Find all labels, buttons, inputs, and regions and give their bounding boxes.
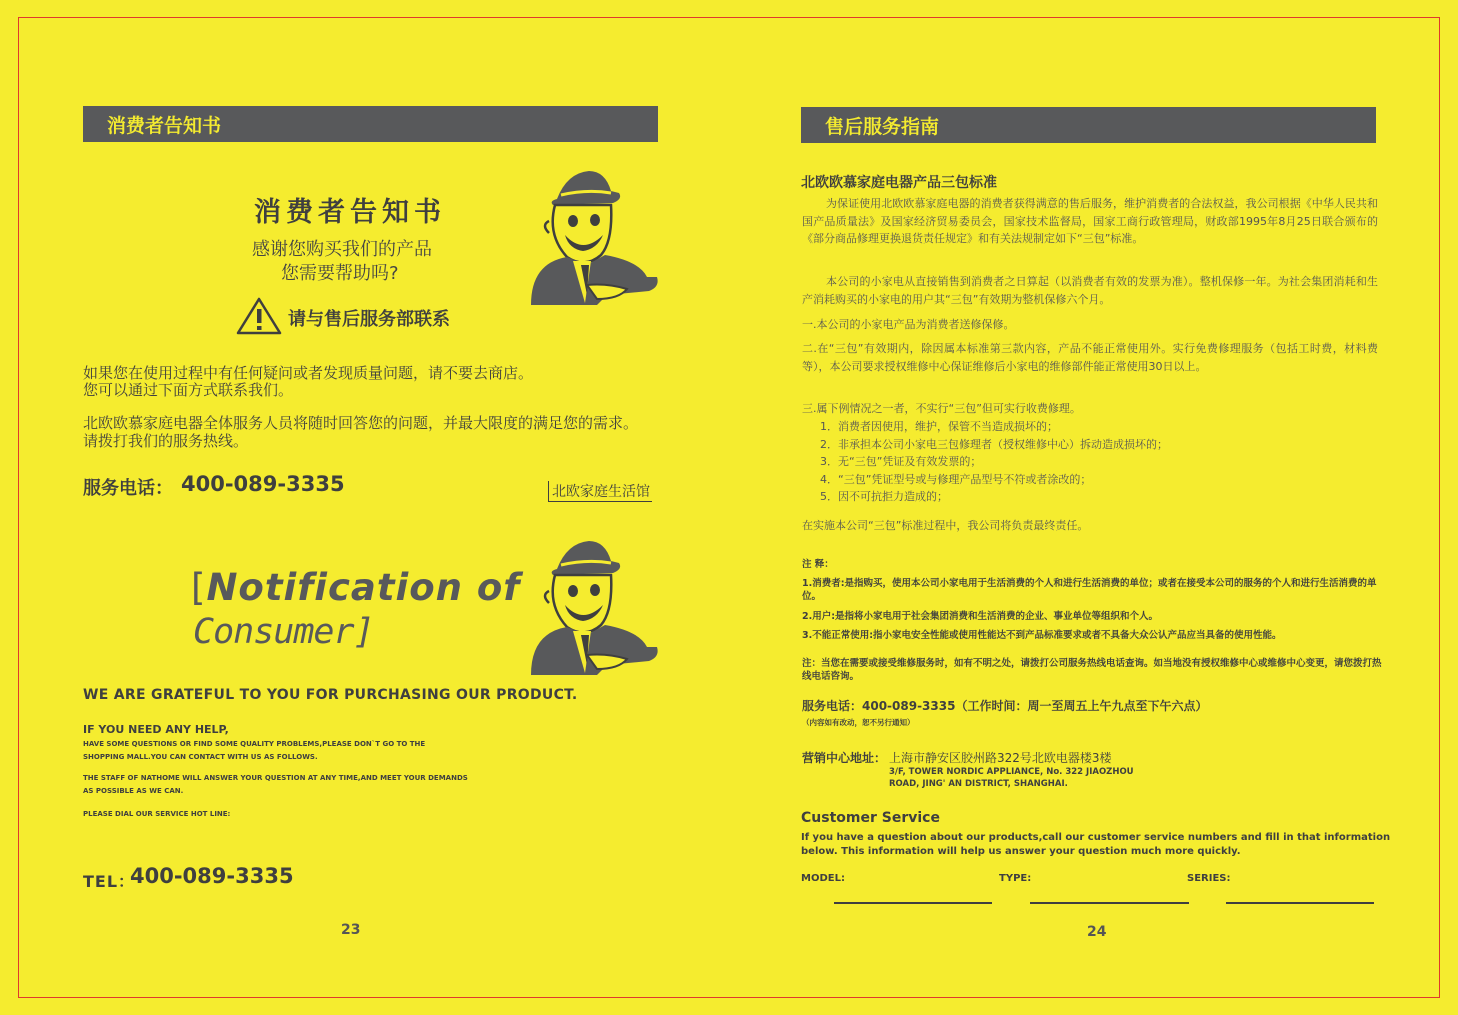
type-field[interactable] [1030, 902, 1189, 904]
list-item: 5．因不可抗拒力造成的； [820, 490, 948, 503]
series-field[interactable] [1226, 902, 1374, 904]
tel-number: 400-089-3335 [130, 864, 294, 888]
right-page [729, 0, 1458, 1015]
service-disclaimer: （内容如有改动，恕不另行通知） [802, 718, 915, 727]
right-header-title: 售后服务指南 [825, 115, 940, 138]
help-text-en: PLEASE DIAL OUR SERVICE HOT LINE: [83, 810, 231, 818]
help-title-en: IF YOU NEED ANY HELP, [83, 723, 229, 736]
help-paragraph-line: 如果您在使用过程中有任何疑问或者发现质量问题，请不要去商店。 [83, 364, 534, 382]
help-text-en: THE STAFF OF NATHOME WILL ANSWER YOUR QUESTION AT ANY TIME,AND MEET YOUR DEMANDS [83, 774, 468, 782]
list-item: 1．消费者因使用，维护，保管不当造成损坏的； [820, 420, 1058, 433]
list-item: 2．非承担本公司小家电三包修理者（授权维修中心）拆动造成损坏的； [820, 437, 1168, 451]
warranty-clause: 一.本公司的小家电产品为消费者送修保修。 [802, 318, 1015, 331]
note-item: 3.不能正常使用:指小家电安全性能或使用性能达不到产品标准要求或者不具备大众公认产品应当具备的使用性能。 [802, 630, 1282, 641]
service-phone-number: 400-089-3335 [181, 472, 345, 496]
notice-title: 消费者告知书 [254, 197, 446, 228]
address-label: 营销中心地址： [802, 751, 887, 765]
staff-paragraph-line: 北欧欧慕家庭电器全体服务人员将随时回答您的问题，并最大限度的满足您的需求。 [83, 414, 639, 432]
mascot-illustration [527, 535, 660, 678]
right-header-bar [801, 107, 1376, 143]
model-field[interactable] [834, 902, 992, 904]
help-paragraph-line: 您可以通过下面方式联系我们。 [83, 381, 294, 399]
warranty-clause: 二.在“三包”有效期内，除因属本标准第三款内容，产品不能正常使用外。实行免费修理服务（包括工时费，材料费等），本公司要求授权维修中心保证维修后小家电的维修部件能正常使用30日以上。 [802, 342, 1378, 373]
grateful-heading: WE ARE GRATEFUL TO YOU FOR PURCHASING OUR PRODUCT. [83, 687, 578, 703]
warranty-closing: 在实施本公司“三包”标准过程中，我公司将负责最终责任。 [802, 519, 1089, 532]
note-item: 注：当您在需要或接受维修服务时，如有不明之处，请拨打公司服务热线电话查询。如当地没有授权维修中心或维修中心变更，请您拨打热线电话咨询。 [802, 658, 1382, 682]
address-en: ROAD, JING' AN DISTRICT, SHANGHAI. [889, 779, 1068, 789]
customer-service-text: below. This information will help us answer your question much more quickly. [801, 846, 1241, 857]
warranty-paragraph: 为保证使用北欧欧慕家庭电器的消费者获得满意的售后服务，维护消费者的合法权益，我公司根据《中华人民共和国产品质量法》及国家经济贸易委员会，国家技术监督局，国家工商行政管理局，财政部1995年8月25日联合颁布的《部分商品修理更换退货责任规定》和有关法规制定如下“三包”标准。 [802, 197, 1378, 245]
help-question: 您需要帮助吗? [281, 263, 399, 284]
address-en: 3/F, TOWER NORDIC APPLIANCE, No. 322 JIAOZHOU [889, 767, 1134, 777]
customer-service-title: Customer Service [801, 810, 940, 826]
service-phone-label: 服务电话： [83, 478, 173, 499]
warranty-heading: 北欧欧慕家庭电器产品三包标准 [801, 175, 997, 191]
notification-bracket: [ [191, 566, 207, 609]
brand-logo: 北欧家庭生活馆 [548, 481, 652, 502]
note-item: 2.用户:是指将小家电用于社会集团消费和生活消费的企业、事业单位等组织和个人。 [802, 611, 1159, 622]
list-item: 4．“三包”凭证型号或与修理产品型号不符或者涂改的； [820, 472, 1092, 486]
notes-title: 注 释： [802, 559, 834, 570]
warranty-paragraph: 本公司的小家电从直接销售到消费者之日算起（以消费者有效的发票为准）。整机保修一年。为社会集团消耗和生产消耗购买的小家电的用户其“三包”有效期为整机保修六个月。 [802, 275, 1378, 306]
tel-label: TEL： [83, 872, 136, 891]
series-label: SERIES: [1187, 873, 1231, 884]
service-hotline: 服务电话：400-089-3335（工作时间：周一至周五上午九点至下午六点） [802, 699, 1208, 713]
exclusion-list [820, 418, 1168, 506]
warning-icon [235, 296, 283, 336]
staff-paragraph-line: 请拨打我们的服务热线。 [83, 432, 249, 450]
notification-title [191, 566, 520, 609]
note-item: 1.消费者:是指购买，使用本公司小家电用于生活消费的个人和进行生活消费的单位；或者在接受本公司的服务的个人和进行生活消费的单位。 [802, 578, 1377, 602]
list-item: 3．无“三包”凭证及有效发票的； [820, 455, 982, 468]
mascot-illustration [527, 165, 660, 308]
model-label: MODEL: [801, 873, 845, 884]
help-text-en: AS POSSIBLE AS WE CAN. [83, 787, 184, 795]
page-number: 23 [341, 922, 361, 938]
left-header-title: 消费者告知书 [107, 114, 222, 137]
help-text-en: HAVE SOME QUESTIONS OR FIND SOME QUALITY PROBLEMS,PLEASE DON`T GO TO THE [83, 740, 426, 748]
warranty-clause: 三.属下例情况之一者，不实行“三包”但可实行收费修理。 [802, 402, 1081, 415]
thanks-line: 感谢您购买我们的产品 [252, 239, 432, 260]
notification-line1: Notification of [206, 566, 521, 609]
address-cn: 上海市静安区胶州路322号北欧电器楼3楼 [889, 751, 1112, 765]
customer-service-text: If you have a question about our products,call our customer service numbers and fill in that information [801, 832, 1391, 843]
page-number: 24 [1087, 924, 1107, 940]
help-text-en: SHOPPING MALL.YOU CAN CONTACT WITH US AS FOLLOWS. [83, 753, 318, 761]
contact-service-text: 请与售后服务部联系 [288, 309, 450, 330]
notification-line2: Consumer] [193, 612, 374, 652]
left-header-bar [83, 106, 658, 142]
type-label: TYPE: [999, 873, 1032, 884]
